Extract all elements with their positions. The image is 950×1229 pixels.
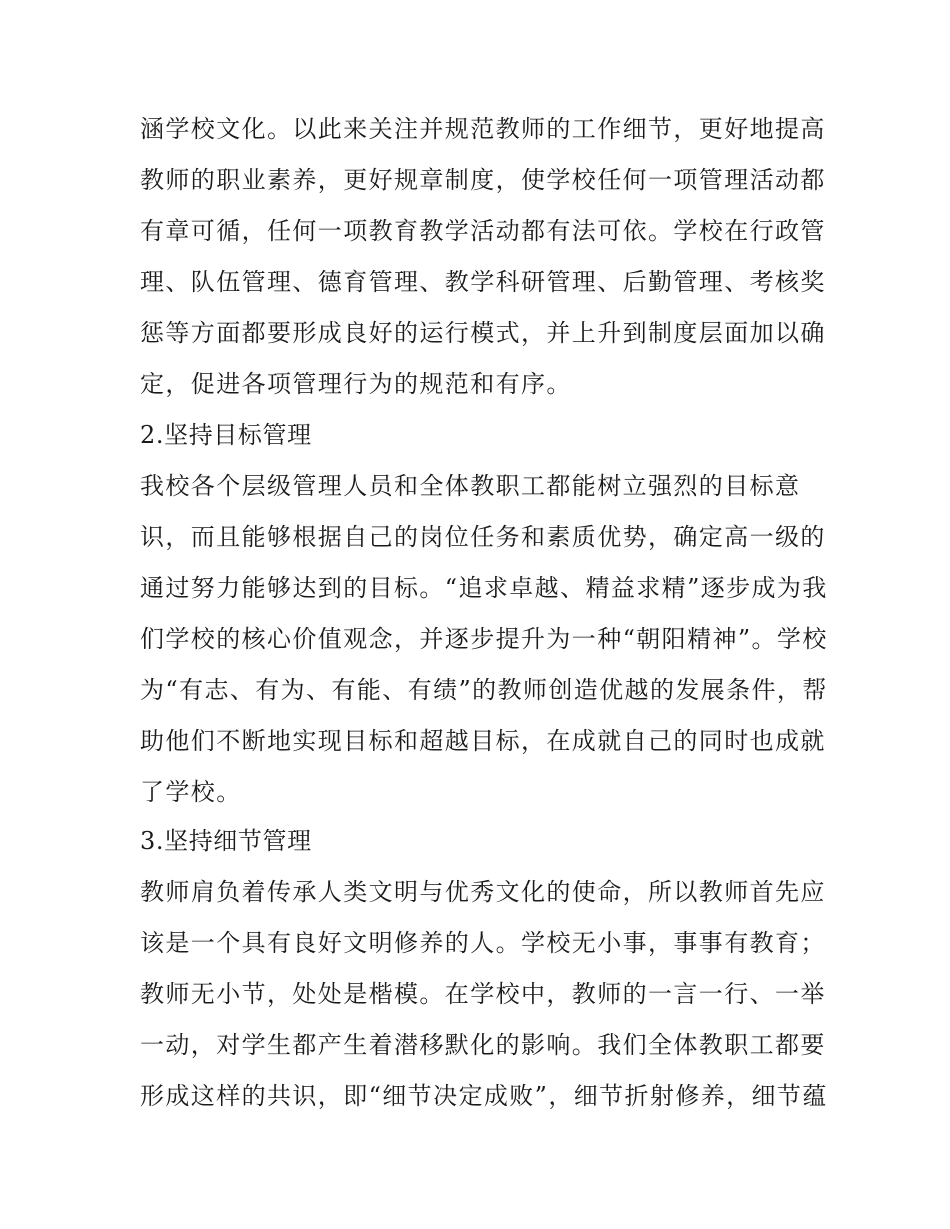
paragraph-line: 助他们不断地实现目标和超越目标，在成就自己的同时也成就 — [140, 727, 826, 755]
paragraph-line: 涵学校文化。以此来关注并规范教师的工作细节，更好地提高 — [140, 115, 826, 143]
paragraph-line: 识，而且能够根据自己的岗位任务和素质优势，确定高一级的 — [140, 523, 826, 551]
paragraph-line: 理、队伍管理、德育管理、教学科研管理、后勤管理、考核奖 — [140, 268, 826, 296]
paragraph-line: 该是一个具有良好文明修养的人。学校无小事，事事有教育； — [140, 929, 826, 957]
paragraph-line: 通过努力能够达到的目标。“追求卓越、精益求精”逐步成为我 — [140, 574, 828, 602]
section-heading: 2.坚持目标管理 — [140, 421, 312, 449]
paragraph-line: 们学校的核心价值观念，并逐步提升为一种“朝阳精神”。学校 — [140, 625, 828, 653]
paragraph-line: 形成这样的共识，即“细节决定成败”，细节折射修养，细节蕴 — [140, 1082, 828, 1110]
paragraph-line: 教师无小节，处处是楷模。在学校中，教师的一言一行、一举 — [140, 980, 826, 1008]
paragraph-line: 定，促进各项管理行为的规范和有序。 — [140, 370, 572, 398]
paragraph-line: 了学校。 — [140, 778, 242, 806]
paragraph-line: 一动，对学生都产生着潜移默化的影响。我们全体教职工都要 — [140, 1031, 826, 1059]
paragraph-line: 教师的职业素养，更好规章制度，使学校任何一项管理活动都 — [140, 166, 826, 194]
paragraph-line: 教师肩负着传承人类文明与优秀文化的使命，所以教师首先应 — [140, 878, 826, 906]
paragraph-line: 有章可循，任何一项教育教学活动都有法可依。学校在行政管 — [140, 217, 826, 245]
paragraph-line: 我校各个层级管理人员和全体教职工都能树立强烈的目标意 — [140, 472, 801, 500]
paragraph-line: 为“有志、有为、有能、有绩”的教师创造优越的发展条件，帮 — [140, 676, 828, 704]
paragraph-line: 惩等方面都要形成良好的运行模式，并上升到制度层面加以确 — [140, 319, 826, 347]
section-heading: 3.坚持细节管理 — [140, 827, 312, 855]
